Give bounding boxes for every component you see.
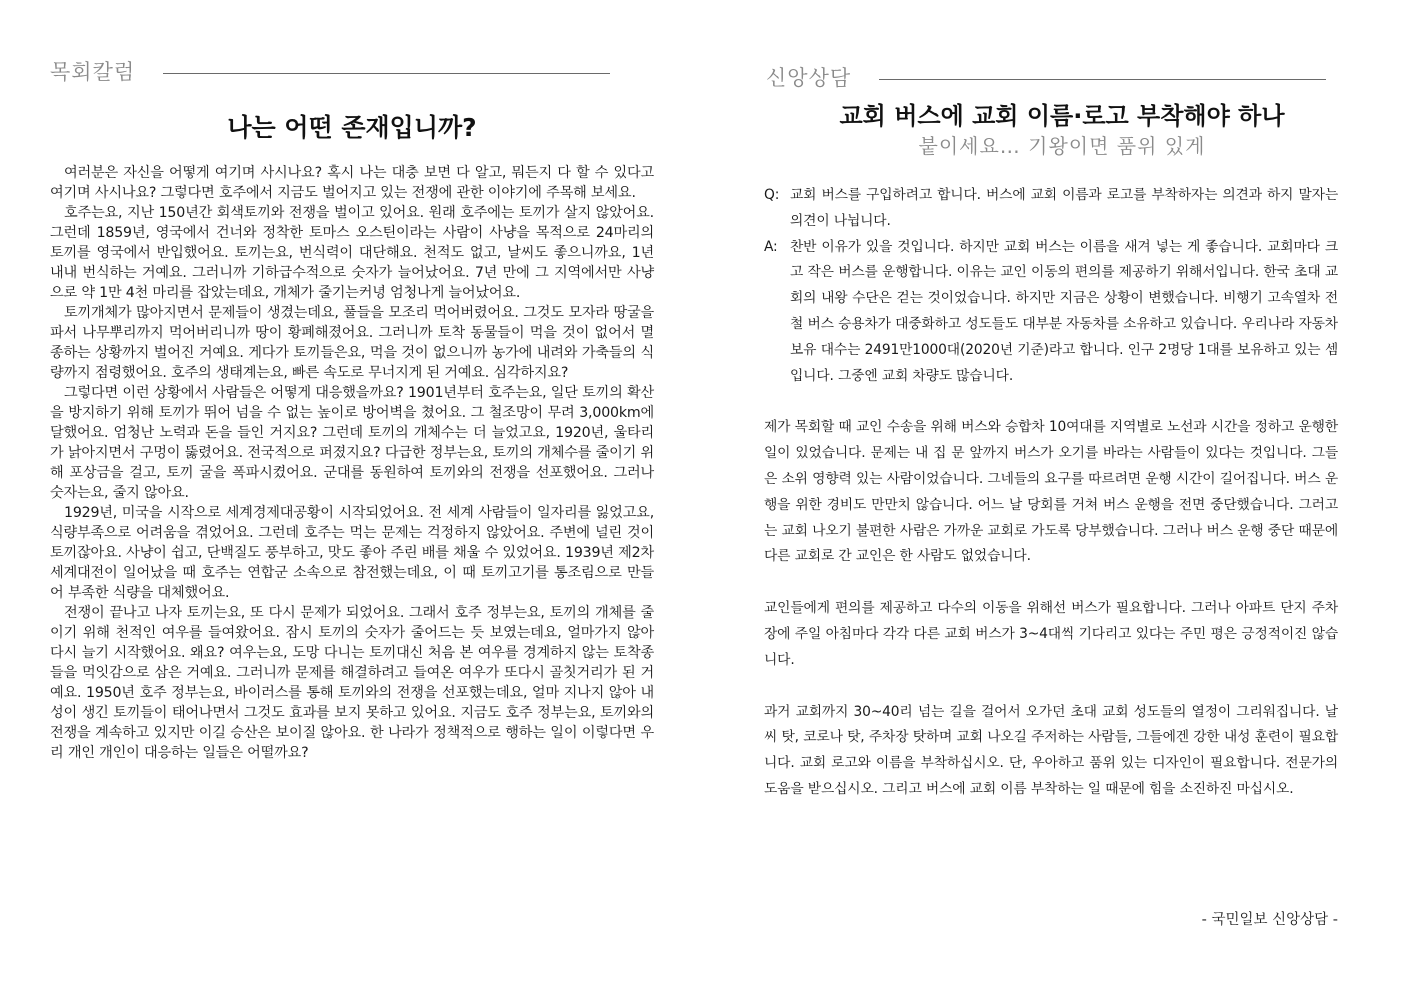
left-section-header [50,56,610,86]
right-paragraph-3: 과거 교회까지 30~40리 넘는 길을 걸어서 오가던 초대 교회 성도들의 열정이 그리워집니다. 날씨 탓, 코로나 탓, 주차장 탓하며 교회 나오길 주저하는 사람들, 그들에겐 강한 내성 훈련이 필요합니다. 교회 로고와 이름을 부착하십시오. 단, 우아하고 품위 있는 디자인이 필요합니다. 전문가의 도움을 받으십시오. 그리고 버스에 교회 이름 부착하는 일 때문에 힘을 소진하진 마십시오. [764,703,1338,797]
left-paragraph-5: 1929년, 미국을 시작으로 세계경제대공황이 시작되었어요. 전 세계 사람들이 일자리를 잃었고요, 식량부족으로 어려움을 겪었어요. 그런데 호주는 먹는 문제는 걱정하지 않았어요. 주변에 널린 것이 토끼잖아요. 사냥이 쉽고, 단백질도 풍부하고, 맛도 좋아 주린 배를 채울 수 있었어요. 1939년 제2차 세계대전이 일어났을 때 호주는 연합군 소속으로 참전했는데요, 이 때 토끼고기를 통조림으로 만들어 부족한 식량을 대체했어요. [50,505,654,601]
question-mark-label: Q: [764,187,780,203]
answer-text: 찬반 이유가 있을 것입니다. 하지만 교회 버스는 이름을 새겨 넣는 게 좋습니다. 교회마다 크고 작은 버스를 운행합니다. 이유는 교인 이동의 편의를 제공하기 위해서입니다. 한국 초대 교회의 내왕 수단은 걷는 것이었습니다. 하지만 지금은 상황이 변했습니다. 비행기 고속열차 전철 버스 승용차가 대중화하고 성도들도 대부분 자동차를 소유하고 있습니다. 우리나라 자동차 보유 대수는 2491만1000대(2020년 기준)라고 합니다. 인구 2명당 1대를 보유하고 있는 셈입니다. 그중엔 교회 차량도 많습니다. [790,238,1338,384]
left-article-body [50,163,654,763]
right-paragraph-1: 제가 목회할 때 교인 수송을 위해 버스와 승합차 10여대를 지역별로 노선과 시간을 정하고 운행한 일이 있었습니다. 문제는 내 집 문 앞까지 버스가 오기를 바라는 사람들이 있다는 것입니다. 그들은 소위 영향력 있는 사람이었습니다. 그네들의 요구를 따르려면 운행 시간이 길어집니다. 버스 운행을 위한 경비도 만만치 않습니다. 어느 날 당회를 거쳐 버스 운행을 전면 중단했습니다. 그러고는 교회 나오기 불편한 사람은 가까운 교회로 가도록 당부했습니다. 그러나 버스 운행 중단 때문에 다른 교회로 간 교인은 한 사람도 없었습니다. [764,419,1338,565]
right-article-body [764,183,1338,803]
left-section-label: 목회칼럼 [50,60,136,84]
right-section-rule [879,79,1326,80]
right-section-label: 신앙상담 [766,66,852,90]
left-paragraph-6: 전쟁이 끝나고 나자 토끼는요, 또 다시 문제가 되었어요. 그래서 호주 정부는요, 토끼의 개체를 줄이기 위해 천적인 여우를 들여왔어요. 잠시 토끼의 숫자가 줄어드는 듯 보였는데요, 얼마가지 않아 다시 늘기 시작했어요. 왜요? 여우는요, 도망 다니는 토끼대신 처음 본 여우를 경계하지 않는 토착종들을 먹잇감으로 삼은 거예요. 그러니까 문제를 해결하려고 들여온 여우가 또다시 골칫거리가 된 거예요. 1950년 호주 정부는요, 바이러스를 통해 토끼와의 전쟁을 선포했는데요, 얼마 지나지 않아 내성이 생긴 토끼들이 태어나면서 그것도 효과를 보지 못하고 있어요. 지금도 호주 정부는요, 토끼와의 전쟁을 계속하고 있지만 이길 승산은 보이질 않아요. 한 나라가 정책적으로 행하는 일이 이렇다면 우리 개인 개인이 대응하는 일들은 어떨까요? [50,605,654,761]
left-section-rule [163,73,610,74]
left-paragraph-1: 여러분은 자신을 어떻게 여기며 사시나요? 혹시 나는 대충 보면 다 알고, 뭐든지 다 할 수 있다고 여기며 사시나요? 그렇다면 호주에서 지금도 벌어지고 있는 전쟁에 관한 이야기에 주목해 보세요. [50,165,654,201]
left-paragraph-4: 그렇다면 이런 상황에서 사람들은 어떻게 대응했을까요? 1901년부터 호주는요, 일단 토끼의 확산을 방지하기 위해 토끼가 뛰어 넘을 수 없는 높이로 방어벽을 쳤어요. 그 철조망이 무려 3,000km에 달했어요. 엄청난 노력과 돈을 들인 거지요? 그런데 토끼의 개체수는 더 늘었고요, 1920년, 울타리가 낡아지면서 구멍이 뚫렸어요. 전국적으로 퍼졌지요? 다급한 정부는요, 토끼의 개체수를 줄이기 위해 포상금을 걸고, 토끼 굴을 폭파시켰어요. 군대를 동원하여 토끼와의 전쟁을 선포했어요. 그러나 숫자는요, 줄지 않아요. [50,385,654,501]
right-paragraph-2: 교인들에게 편의를 제공하고 다수의 이동을 위해선 버스가 필요합니다. 그러나 아파트 단지 주차장에 주일 아침마다 각각 다른 교회 버스가 3~4대씩 기다리고 있다는 주민 평은 긍정적이진 않습니다. [764,600,1338,668]
right-article-title: 교회 버스에 교회 이름·로고 부착해야 하나 [839,102,1285,130]
left-paragraph-3: 토끼개체가 많아지면서 문제들이 생겼는데요, 풀들을 모조리 먹어버렸어요. 그것도 모자라 땅굴을 파서 나무뿌리까지 먹어버리니까 땅이 황폐해졌어요. 그러니까 토착 동물들이 먹을 것이 없어서 멸종하는 상황까지 벌어진 거예요. 게다가 토끼들은요, 먹을 것이 없으니까 농가에 내려와 가축들의 식량까지 점령했어요. 호주의 생태계는요, 빠른 속도로 무너지게 된 거예요. 심각하지요? [50,305,654,381]
signature: - 국민일보 신앙상담 - [1201,912,1338,928]
answer-mark-label: A: [764,238,778,255]
right-section-header [766,62,1326,92]
answer-block [764,235,1338,390]
left-article-title: 나는 어떤 존재입니까? [227,113,477,142]
question-text: 교회 버스를 구입하려고 합니다. 버스에 교회 이름과 로고를 부착하자는 의견과 하지 말자는 의견이 나뉩니다. [790,187,1338,229]
left-paragraph-2: 호주는요, 지난 150년간 회색토끼와 전쟁을 벌이고 있어요. 원래 호주에는 토끼가 살지 않았어요. 그런데 1859년, 영국에서 건너와 정착한 토마스 오스틴이라는 사람이 사냥을 목적으로 24마리의 토끼를 영국에서 반입했어요. 토끼는요, 번식력이 대단해요. 천적도 없고, 날씨도 좋으니까요, 1년 내내 번식하는 거예요. 그러니까 기하급수적으로 숫자가 늘어났어요. 7년 만에 그 지역에서만 사냥으로 약 1만 4천 마리를 잡았는데요, 개체가 줄기는커녕 엄청나게 늘어났어요. [50,205,654,301]
question-block [764,183,1338,235]
right-article-subtitle: 붙이세요… 기왕이면 품위 있게 [918,134,1206,158]
